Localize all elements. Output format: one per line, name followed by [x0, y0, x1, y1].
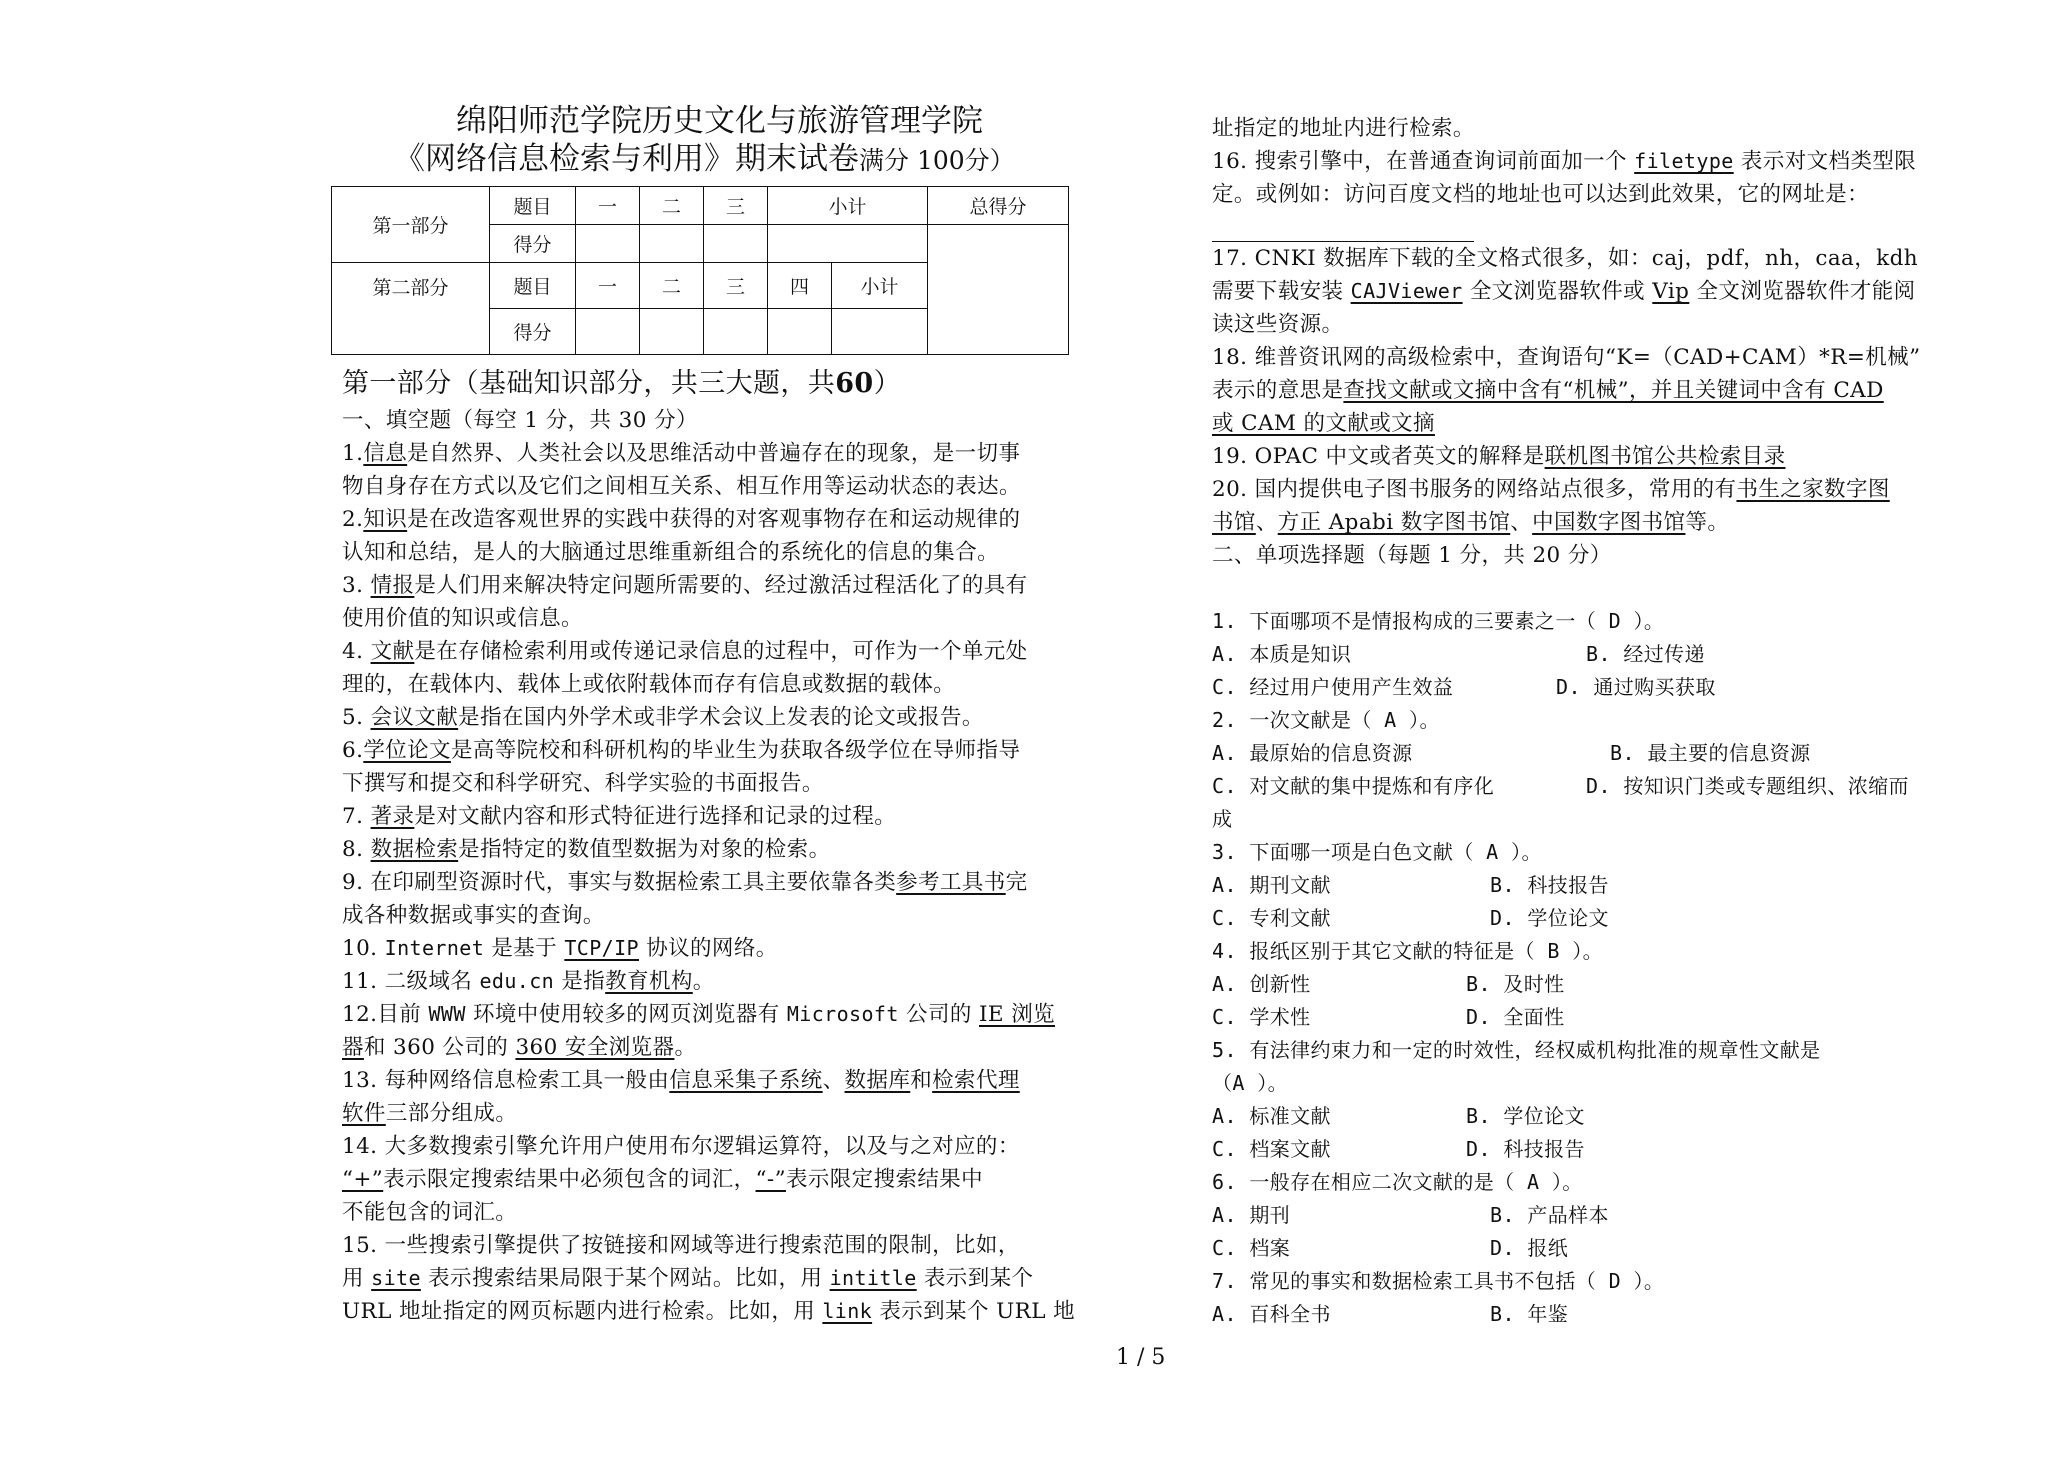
text-span: 13. 每种网络信息检索工具一般由	[342, 1068, 670, 1093]
text-span: 表示的意思是	[1212, 378, 1344, 403]
score-col-1: 一	[576, 263, 640, 309]
text-line	[342, 833, 1102, 866]
fill-q2	[342, 503, 1102, 569]
text-span: C. 学术性	[1212, 1005, 1311, 1029]
text-span: 协议的网络。	[639, 936, 778, 961]
fill-q9	[342, 866, 1102, 932]
score-row-label: 得分	[490, 309, 576, 355]
text-span: 表示到某个 URL 地	[872, 1299, 1076, 1324]
text-span: 表示对文档类型限	[1733, 149, 1917, 174]
text-span: 2. 一次文献是（ A ）。	[1212, 708, 1440, 732]
text-span: D. 报纸	[1490, 1236, 1569, 1260]
text-span: 理的，在载体内、载体上或依附载体而存有信息或数据的载体。	[342, 672, 956, 697]
score-cell	[704, 309, 768, 355]
text-span: 8.	[342, 837, 364, 862]
score-item-label: 题目	[490, 187, 576, 225]
text-span: C. 经过用户使用产生效益	[1212, 675, 1454, 699]
answer: 信息	[363, 441, 408, 466]
text-span: A. 期刊文献	[1212, 873, 1331, 897]
text-line	[342, 800, 1102, 833]
text-span: 成各种数据或事实的查询。	[342, 903, 605, 928]
page-number: 1 / 5	[1116, 1345, 1166, 1370]
text-line	[342, 635, 1102, 668]
score-col-2: 二	[640, 263, 704, 309]
text-span: 14. 大多数搜索引擎允许用户使用布尔逻辑运算符，以及与之对应的：	[342, 1134, 1020, 1159]
text-span: 20. 国内提供电子图书服务的网络站点很多，常用的有	[1212, 477, 1737, 502]
text-span: 、	[822, 1068, 845, 1093]
text-span: 完	[1005, 870, 1028, 895]
answer: 器	[342, 1035, 364, 1060]
text-span: 是基于	[484, 936, 565, 961]
text-span: 和 360 公司的	[363, 1035, 516, 1060]
answer: 数据库	[844, 1068, 911, 1093]
text-span: 6.	[342, 738, 364, 763]
text-span: 是对文献内容和形式特征进行选择和记录的过程。	[414, 804, 897, 829]
answer: 联机图书馆公共检索目录	[1544, 444, 1786, 469]
text-span: Microsoft	[786, 1002, 899, 1026]
answer: “+”	[342, 1167, 384, 1192]
text-span: 不能包含的词汇。	[342, 1200, 518, 1225]
fill-q4	[342, 635, 1102, 701]
exam-title-line1: 绵阳师范学院历史文化与旅游管理学院	[456, 103, 983, 139]
text-line	[342, 998, 1102, 1031]
text-span: D. 学位论文	[1490, 906, 1609, 930]
answer: 或 CAM 的文献或文摘	[1212, 411, 1435, 436]
answer: 会议文献	[370, 705, 459, 730]
score-cell	[576, 225, 640, 263]
text-span: 是在存储检索利用或传递记录信息的过程中，可作为一个单元处	[414, 639, 1028, 664]
text-span: A. 创新性	[1212, 972, 1311, 996]
score-total-label: 总得分	[928, 187, 1069, 225]
answer: 学位论文	[363, 738, 451, 763]
answer: Vip	[1652, 279, 1690, 304]
text-span: A. 百科全书	[1212, 1302, 1331, 1326]
fill-q11	[342, 965, 1102, 998]
text-span: 。	[674, 1035, 697, 1060]
text-span: 和	[910, 1068, 933, 1093]
fill-q6	[342, 734, 1102, 800]
text-span: C. 档案	[1212, 1236, 1291, 1260]
text-line	[342, 965, 1102, 998]
exam-title-line2	[394, 140, 1015, 180]
text-span: 7. 常见的事实和数据检索工具书不包括（ D ）。	[1212, 1269, 1665, 1293]
text-line	[342, 866, 1102, 899]
answer: 书生之家数字图	[1736, 477, 1890, 502]
text-span: D. 全面性	[1466, 1005, 1565, 1029]
text-span: 下撰写和提交和科学研究、科学实验的书面报告。	[342, 771, 824, 796]
text-span: 物自身存在方式以及它们之间相互关系、相互作用等运动状态的表达。	[342, 474, 1021, 499]
score-col-3: 三	[704, 187, 768, 225]
left-column	[342, 364, 1102, 1328]
text-span: B. 产品样本	[1490, 1203, 1609, 1227]
text-span: 是在改造客观世界的实践中获得的对客观事物存在和运动规律的	[407, 507, 1021, 532]
answer: 参考工具书	[896, 870, 1006, 895]
text-span: C. 档案文献	[1212, 1137, 1331, 1161]
text-line	[342, 1031, 1102, 1064]
score-cell	[768, 225, 928, 263]
text-span: 12.目前	[342, 1002, 429, 1027]
text-span: 用	[342, 1266, 372, 1291]
text-span: （A ）。	[1212, 1071, 1289, 1095]
text-span: 3.	[342, 573, 364, 598]
text-span: B. 经过传递	[1586, 642, 1705, 666]
text-span: 4.	[342, 639, 364, 664]
answer: 查找文献或文摘中含有“机械”，并且关键词中含有 CAD	[1343, 378, 1884, 403]
fill-q15	[342, 1229, 1102, 1328]
text-span: 17. CNKI 数据库下载的全文格式很多，如：caj，pdf，nh，caa，kdh	[1212, 246, 1918, 271]
answer: 数据检索	[370, 837, 459, 862]
text-span: 。	[692, 969, 715, 994]
text-span: 表示限定搜索结果中	[785, 1167, 984, 1192]
text-span: 等。	[1685, 510, 1730, 535]
text-span: 读这些资源。	[1212, 312, 1344, 337]
text-span: 1.	[342, 441, 364, 466]
text-span: 60	[835, 368, 874, 399]
answer: 书馆	[1212, 510, 1256, 535]
text-span: 是指在国内外学术或非学术会议上发表的论文或报告。	[458, 705, 984, 730]
answer: “-”	[755, 1167, 786, 1192]
score-subtotal-label: 小计	[832, 263, 928, 309]
text-span: C. 对文献的集中提炼和有序化	[1212, 774, 1495, 798]
text-span: 是高等院校和科研机构的毕业生为获取各级学位在导师指导	[450, 738, 1021, 763]
text-line	[342, 1262, 1102, 1295]
answer: 信息采集子系统	[669, 1068, 823, 1093]
mc-q7	[1212, 1265, 1982, 1331]
score-cell	[640, 309, 704, 355]
text-span: 7.	[342, 804, 364, 829]
text-span: 3. 下面哪一项是白色文献（ A ）。	[1212, 840, 1542, 864]
text-span: 表示限定搜索结果中必须包含的词汇，	[383, 1167, 756, 1192]
text-span: 表示搜索结果局限于某个网站。比如，用	[420, 1266, 830, 1291]
text-span: A. 标准文献	[1212, 1104, 1331, 1128]
text-span: B. 及时性	[1466, 972, 1565, 996]
text-span: 三部分组成。	[385, 1101, 518, 1126]
text-line	[342, 734, 1102, 767]
fill-q10	[342, 932, 1102, 965]
score-subtotal-label: 小计	[768, 187, 928, 225]
score-col-2: 二	[640, 187, 704, 225]
answer: 360 安全浏览器	[515, 1035, 675, 1060]
answer: TCP/IP	[564, 936, 639, 960]
text-span: 使用价值的知识或信息。	[342, 606, 583, 631]
text-span: B. 学位论文	[1466, 1104, 1585, 1128]
score-cell	[704, 225, 768, 263]
answer: 知识	[363, 507, 408, 532]
text-span: A. 最原始的信息资源	[1212, 741, 1413, 765]
text-line	[1212, 506, 1982, 539]
mc-q1	[1212, 605, 1982, 704]
exam-total-score: 满分 100分）	[859, 146, 1015, 175]
text-span: 18. 维普资讯网的高级检索中，查询语句“K=（CAD+CAM）*R=机械”	[1212, 345, 1921, 370]
text-span: edu.cn	[479, 969, 555, 993]
text-span: ）	[873, 368, 901, 399]
text-line	[342, 437, 1102, 470]
fill-q13	[342, 1064, 1102, 1130]
text-line	[342, 701, 1102, 734]
fill-q8	[342, 833, 1102, 866]
text-span: 1. 下面哪项不是情报构成的三要素之一（ D ）。	[1212, 609, 1665, 633]
score-cell	[640, 225, 704, 263]
score-table	[331, 186, 1069, 355]
answer: 软件	[342, 1101, 386, 1126]
fill-q12	[342, 998, 1102, 1064]
score-cell	[576, 309, 640, 355]
fill-q14	[342, 1130, 1102, 1229]
text-span: B. 科技报告	[1490, 873, 1609, 897]
text-line	[1212, 407, 1982, 440]
text-span: 5. 有法律约束力和一定的时效性，经权威机构批准的规章性文献是	[1212, 1038, 1821, 1062]
score-row-label: 得分	[490, 225, 576, 263]
text-span: 11. 二级域名	[342, 969, 480, 994]
text-span: 第一部分（基础知识部分，共三大题，共	[342, 368, 836, 399]
text-span: 是指	[554, 969, 606, 994]
fill-q20	[1212, 473, 1982, 539]
text-span: A. 本质是知识	[1212, 642, 1352, 666]
answer: intitle	[829, 1266, 917, 1290]
fill-q3	[342, 569, 1102, 635]
mc-q5	[1212, 1034, 1982, 1166]
text-span: D. 通过购买获取	[1556, 675, 1716, 699]
answer-blank	[1212, 211, 1474, 242]
text-span: WWW	[428, 1002, 466, 1026]
text-span: 10.	[342, 936, 385, 961]
score-cell	[832, 309, 928, 355]
part1-title	[342, 364, 1102, 404]
right-column	[1212, 112, 1982, 1331]
text-span: A. 期刊	[1212, 1203, 1291, 1227]
text-span: 16. 搜索引擎中，在普通查询词前面加一个	[1212, 149, 1635, 174]
text-span: 9. 在印刷型资源时代，事实与数据检索工具主要依靠各类	[342, 870, 897, 895]
fill-q5	[342, 701, 1102, 734]
text-span: 15. 一些搜索引擎提供了按链接和网域等进行搜索范围的限制，比如，	[342, 1233, 1020, 1258]
text-span: 认知和总结，是人的大脑通过思维重新组合的系统化的信息的集合。	[342, 540, 1000, 565]
text-span: D. 按知识门类或专题组织、浓缩而	[1586, 774, 1909, 798]
text-line	[342, 932, 1102, 965]
text-line	[1212, 374, 1982, 407]
score-col-3: 三	[704, 263, 768, 309]
answer: site	[371, 1266, 421, 1290]
answer: IE 浏览	[979, 1002, 1056, 1027]
fill-q16	[1212, 145, 1982, 242]
score-part2-label: 第二部分	[332, 263, 490, 355]
text-span: 公司的	[898, 1002, 979, 1027]
text-span: URL 地址指定的网页标题内进行检索。比如，用	[342, 1299, 823, 1324]
fill-q7	[342, 800, 1102, 833]
fill-q17	[1212, 242, 1982, 341]
text-line	[1212, 440, 1982, 473]
text-span: 环境中使用较多的网页浏览器有	[465, 1002, 787, 1027]
answer: 检索代理	[932, 1068, 1020, 1093]
answer: link	[822, 1299, 873, 1323]
answer: 著录	[370, 804, 415, 829]
mc-q6	[1212, 1166, 1982, 1265]
fill-q19	[1212, 440, 1982, 473]
text-span: 2.	[342, 507, 364, 532]
text-line	[342, 1295, 1102, 1328]
text-line	[342, 1097, 1102, 1130]
text-line	[1212, 473, 1982, 506]
text-span: B. 年鉴	[1490, 1302, 1569, 1326]
exam-title-text: 《网络信息检索与利用》期末试卷	[394, 141, 859, 177]
text-line	[1212, 275, 1982, 308]
answer: CAJViewer	[1350, 279, 1463, 303]
text-line	[342, 503, 1102, 536]
score-item-label: 题目	[490, 263, 576, 309]
answer: 教育机构	[605, 969, 693, 994]
section2-heading: 二、单项选择题（每题 1 分，共 20 分）	[1212, 543, 1612, 568]
answer: 文献	[370, 639, 415, 664]
text-span: 全文浏览器软件才能阅	[1689, 279, 1916, 304]
text-span: 是人们用来解决特定问题所需要的、经过激活过程活化了的具有	[414, 573, 1028, 598]
score-col-4: 四	[768, 263, 832, 309]
text-span: 是自然界、人类社会以及思维活动中普遍存在的现象，是一切事	[407, 441, 1021, 466]
score-part1-label: 第一部分	[332, 187, 490, 263]
answer: 情报	[370, 573, 415, 598]
text-span: 4. 报纸区别于其它文献的特征是（ B ）。	[1212, 939, 1604, 963]
text-line	[1212, 145, 1982, 178]
text-span: 成	[1212, 807, 1233, 831]
text-span: 需要下载安装	[1212, 279, 1351, 304]
mc-q3	[1212, 836, 1982, 935]
answer: 中国数字图书馆	[1532, 510, 1686, 535]
score-cell	[768, 309, 832, 355]
text-line	[342, 569, 1102, 602]
text-line	[342, 1064, 1102, 1097]
fill-q18	[1212, 341, 1982, 440]
text-span: 、	[1510, 510, 1533, 535]
text-span: D. 科技报告	[1466, 1137, 1585, 1161]
text-span: 表示到某个	[916, 1266, 1034, 1291]
answer: filetype	[1634, 149, 1734, 173]
score-total-cell	[928, 225, 1069, 355]
text-span: 19. OPAC 中文或者英文的解释是	[1212, 444, 1545, 469]
text-span: 6. 一般存在相应二次文献的是（ A ）。	[1212, 1170, 1583, 1194]
text-span: 全文浏览器软件或	[1462, 279, 1653, 304]
mc-q2	[1212, 704, 1982, 836]
section1-heading: 一、填空题（每空 1 分，共 30 分）	[342, 408, 698, 433]
fill-q15-continued: 址指定的地址内进行检索。	[1212, 116, 1475, 141]
mc-q4	[1212, 935, 1982, 1034]
fill-q1	[342, 437, 1102, 503]
text-span: Internet	[384, 936, 485, 960]
text-span: 、	[1255, 510, 1278, 535]
text-span: B. 最主要的信息资源	[1610, 741, 1811, 765]
text-span: 定。或例如：访问百度文档的地址也可以达到此效果，它的网址是：	[1212, 182, 1870, 207]
text-span: 5.	[342, 705, 364, 730]
answer: 方正 Apabi 数字图书馆	[1277, 510, 1511, 535]
text-span: C. 专利文献	[1212, 906, 1331, 930]
score-col-1: 一	[576, 187, 640, 225]
text-span: 是指特定的数值型数据为对象的检索。	[458, 837, 831, 862]
text-line	[342, 1163, 1102, 1196]
